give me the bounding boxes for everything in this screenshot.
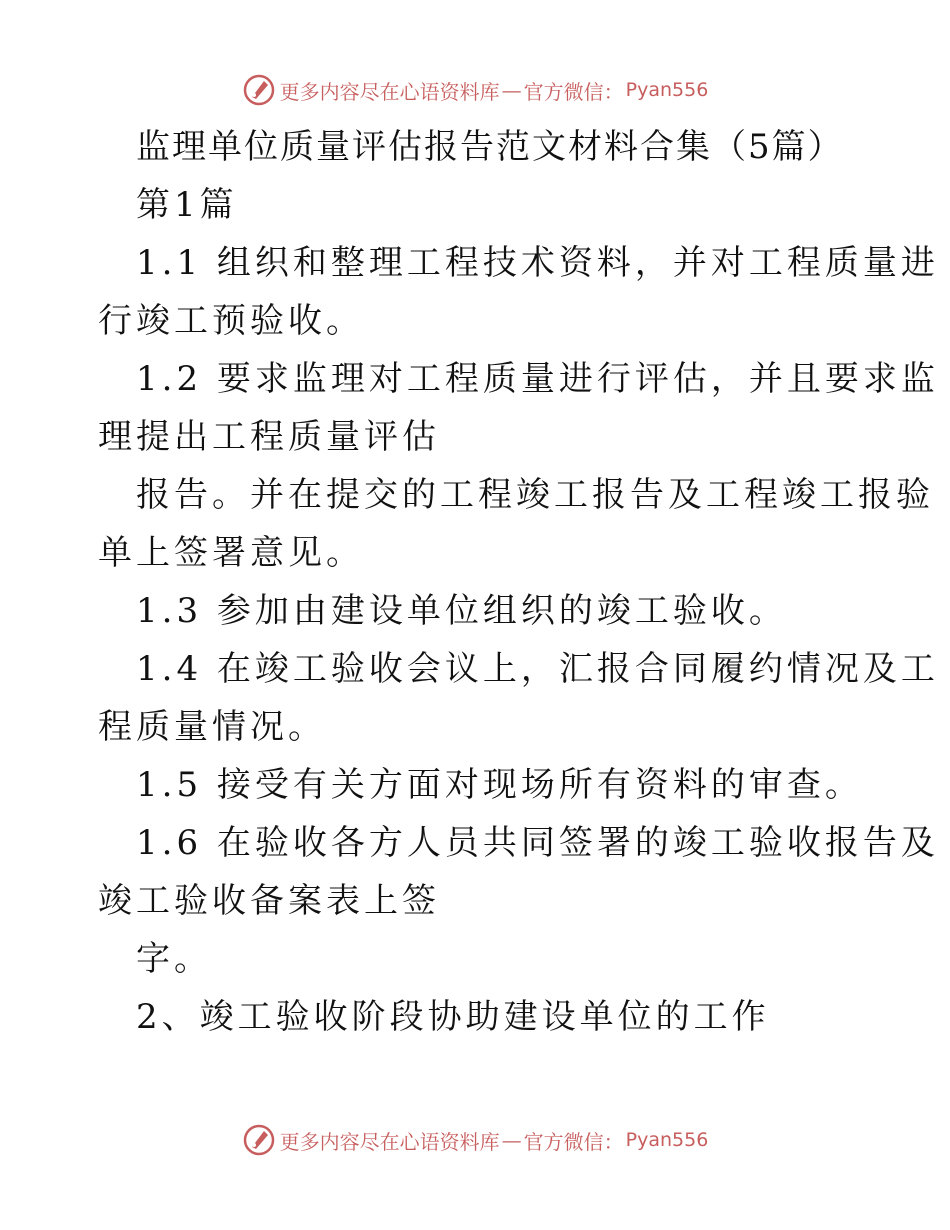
paragraph-line: 单上签署意见。 bbox=[98, 533, 364, 573]
paragraph-line: 行竣工预验收。 bbox=[98, 301, 364, 341]
paragraph-line: 1.5 接受有关方面对现场所有资料的审查。 bbox=[136, 765, 863, 805]
pen-nib-logo-icon bbox=[242, 73, 276, 107]
paragraph-line: 报告。并在提交的工程竣工报告及工程竣工报验 bbox=[136, 475, 934, 515]
paragraph-line: 1.4 在竣工验收会议上，汇报合同履约情况及工 bbox=[136, 649, 939, 689]
watermark-suffix: 官方微信： bbox=[523, 1129, 624, 1154]
document-title: 监理单位质量评估报告范文材料合集（5篇） bbox=[136, 127, 844, 167]
paragraph-line: 竣工验收备案表上签 bbox=[98, 881, 440, 921]
paragraph-line: 1.3 参加由建设单位组织的竣工验收。 bbox=[136, 591, 787, 631]
watermark-text: 更多内容尽在心语资料库 bbox=[279, 79, 500, 104]
header-watermark bbox=[0, 70, 950, 110]
paragraph-line: 1.2 要求监理对工程质量进行评估，并且要求监 bbox=[136, 359, 939, 399]
watermark-wechat-id: Pyan556 bbox=[625, 1129, 709, 1151]
watermark-wechat-id: Pyan556 bbox=[625, 79, 709, 101]
footer-watermark bbox=[0, 1120, 950, 1160]
paragraph-line: 2、竣工验收阶段协助建设单位的工作 bbox=[136, 997, 770, 1037]
paragraph-line: 理提出工程质量评估 bbox=[98, 417, 440, 457]
paragraph-line: 1.1 组织和整理工程技术资料，并对工程质量进 bbox=[136, 243, 939, 283]
paragraph-line: 程质量情况。 bbox=[98, 707, 326, 747]
watermark-separator: — bbox=[501, 1128, 522, 1152]
watermark-separator: — bbox=[501, 78, 522, 102]
watermark-suffix: 官方微信： bbox=[523, 79, 624, 104]
pen-nib-logo-icon bbox=[242, 1123, 276, 1157]
paragraph-line: 字。 bbox=[136, 939, 212, 979]
document-body bbox=[98, 118, 939, 1046]
paragraph-line: 1.6 在验收各方人员共同签署的竣工验收报告及 bbox=[136, 823, 939, 863]
watermark-text: 更多内容尽在心语资料库 bbox=[279, 1129, 500, 1154]
section-heading: 第1篇 bbox=[136, 185, 238, 225]
